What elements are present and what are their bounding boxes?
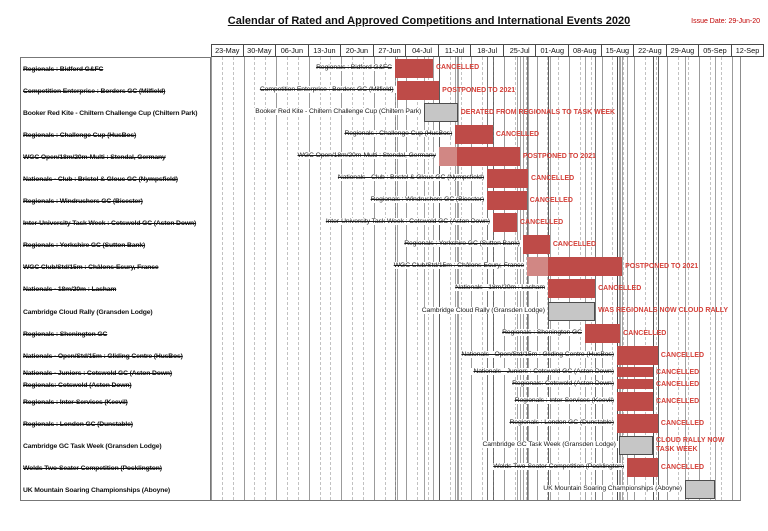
- row-label: [21, 58, 210, 80]
- gantt-bar: [617, 367, 653, 377]
- gantt-row: [211, 344, 768, 366]
- row-label-text: Cambridge GC Task Week (Gransden Lodge): [23, 443, 162, 451]
- gantt-row: [211, 190, 768, 212]
- row-label-text: Regionals : Bidford G&FC: [23, 65, 104, 73]
- gantt-row: [211, 378, 768, 390]
- gantt-row: [211, 256, 768, 278]
- event-name-text: Inter-University Task Week : Cotswold GC (Aston Down): [325, 218, 490, 226]
- event-name-in-chart: [211, 351, 616, 358]
- week-header-cell: 06-Jun: [276, 44, 309, 57]
- event-name-text: WGC Open/18m/20m-Multi : Stendal, Germany: [297, 151, 436, 159]
- row-label: [21, 102, 210, 124]
- event-name-text: Cambridge GC Task Week (Gransden Lodge): [482, 441, 616, 449]
- week-header-cell: 23-May: [211, 44, 244, 57]
- row-label: [21, 480, 210, 502]
- status-line: CANCELLED: [656, 397, 700, 405]
- status-line: CANCELLED: [495, 130, 540, 138]
- week-header-cell: 18-Jul: [471, 44, 504, 57]
- page-title: Calendar of Rated and Approved Competitions and International Events 2020: [227, 15, 631, 27]
- status-line: CANCELLED: [660, 419, 705, 427]
- event-name-in-chart: [211, 152, 438, 159]
- row-label-text: Nationals - Club : Bristol & Glouc GC (Nympsfield): [23, 176, 178, 184]
- gantt-row: [211, 435, 768, 457]
- event-name-text: Nationals - Club : Bristol & Glouc GC (Nympsfield): [337, 174, 485, 182]
- event-name-in-chart: [211, 174, 486, 181]
- status-label: [598, 306, 728, 315]
- gantt-row: [211, 390, 768, 412]
- gantt-bar: [487, 169, 528, 188]
- status-label: [661, 419, 704, 428]
- event-name-text: Regionals : Inter-Services (Keevil): [514, 396, 614, 404]
- gantt-row: [211, 101, 768, 123]
- gantt-bar: [523, 235, 550, 254]
- status-line: POSTPONED TO 2021: [625, 263, 699, 271]
- status-label: [523, 152, 596, 161]
- event-name-in-chart: [211, 463, 626, 470]
- event-name-in-chart: [211, 380, 616, 387]
- status-line: CANCELLED: [552, 241, 597, 249]
- status-label: [656, 397, 699, 406]
- row-label: [21, 146, 210, 168]
- gantt-row: [211, 167, 768, 189]
- event-name-in-chart: [211, 240, 522, 247]
- gantt-row: [211, 212, 768, 234]
- row-label-text: Regionals : Shenington GC: [23, 330, 108, 338]
- event-name-in-chart: [211, 86, 396, 93]
- event-name-in-chart: [211, 307, 547, 314]
- gantt-bar: [617, 414, 658, 433]
- gantt-bar: [617, 379, 653, 389]
- row-label-text: Regionals : Yorkshire GC (Sutton Bank): [23, 242, 146, 250]
- gantt-bar: [548, 279, 595, 298]
- status-label: [436, 63, 479, 72]
- row-label: [21, 413, 210, 435]
- gantt-bar: [424, 103, 458, 122]
- gantt-row: [211, 145, 768, 167]
- status-line: CANCELLED: [529, 197, 573, 204]
- gantt-bar-practice: [439, 147, 457, 166]
- status-line: CANCELLED: [531, 174, 575, 182]
- event-name-in-chart: [211, 419, 616, 426]
- week-header-cell: 12-Sep: [732, 44, 765, 57]
- gantt-bar: [457, 147, 520, 166]
- gantt-row: [211, 123, 768, 145]
- gantt-row: [211, 322, 768, 344]
- gantt-bar: [548, 257, 622, 276]
- row-label-text: Cambridge Cloud Rally (Gransden Lodge): [23, 308, 153, 316]
- event-name-text: Booker Red Kite - Chiltern Challenge Cup (Chiltern Park): [255, 107, 422, 115]
- gantt-row: [211, 278, 768, 300]
- gantt-bar-practice: [527, 257, 548, 276]
- status-line: CLOUD RALLY NOW: [656, 437, 725, 445]
- status-line: TASK WEEK: [656, 446, 698, 454]
- status-label: [520, 218, 563, 227]
- status-label: [442, 86, 515, 95]
- event-name-text: Wolds Two-Seater Competition (Pocklington): [493, 463, 624, 471]
- gantt-row: [211, 457, 768, 479]
- week-header-row: [211, 44, 764, 57]
- event-name-text: Regionals: Cotswold (Aston Down): [512, 379, 614, 387]
- week-header-cell: 27-Jun: [374, 44, 407, 57]
- status-line: CANCELLED: [598, 285, 642, 293]
- row-label-text: Regionals : Challenge Cup (HusBos): [23, 131, 137, 139]
- week-header-cell: 01-Aug: [536, 44, 569, 57]
- event-name-in-chart: [211, 485, 684, 492]
- row-label: [21, 345, 210, 367]
- row-label: [21, 367, 210, 379]
- event-name-text: Nationals - 18m/20m : Lasham: [455, 284, 545, 292]
- event-name-text: Regionals : Bidford G&FC: [316, 63, 392, 71]
- week-header-cell: 04-Jul: [406, 44, 439, 57]
- row-label-text: WGC Open/18m/20m-Multi : Stendal, Germany: [23, 153, 166, 161]
- row-label-text: Regionals : Windrushers GC (Bicester): [23, 198, 143, 206]
- event-name-text: Regionals : Windrushers GC (Bicester): [370, 196, 485, 204]
- event-name-text: UK Mountain Soaring Championships (Aboyne): [543, 485, 682, 493]
- row-label-text: Inter-University Task Week : Cotswold GC (Aston Down): [23, 220, 197, 228]
- row-label: [21, 391, 210, 413]
- status-label: [598, 284, 641, 293]
- event-name-text: Competition Enterprise : Borders GC (Milfield): [259, 85, 394, 93]
- gantt-bar: [617, 392, 653, 411]
- status-label: [625, 262, 698, 271]
- status-label: [623, 329, 666, 338]
- event-name-text: Nationals - Juniors : Cotswold GC (Aston Down): [473, 367, 614, 375]
- week-header-cell: 15-Aug: [602, 44, 635, 57]
- gantt-bar: [548, 302, 595, 321]
- row-label-text: Regionals : London GC (Dunstable): [23, 420, 133, 428]
- row-label: [21, 257, 210, 279]
- event-name-text: Nationals - Open/Std/15m : Gliding Centre (HusBos): [461, 350, 614, 358]
- gantt-bar: [493, 213, 517, 232]
- row-label-text: Regionals : Inter-Services (Keevil): [23, 398, 128, 406]
- status-line: CANCELLED: [435, 64, 480, 72]
- status-line: POSTPONED TO 2021: [442, 86, 516, 94]
- row-label: [21, 301, 210, 323]
- row-label: [21, 213, 210, 235]
- status-label: [661, 463, 704, 472]
- row-label-text: Booker Red Kite - Chiltern Challenge Cup (Chiltern Park): [23, 109, 198, 117]
- row-label-text: Nationals - Open/Std/15m : Gliding Centre (HusBos): [23, 352, 183, 360]
- status-line: CANCELLED: [660, 351, 705, 359]
- gantt-bar: [395, 59, 433, 78]
- event-name-text: Regionals : Shenington GC: [502, 328, 582, 336]
- gantt-row: [211, 412, 768, 434]
- event-name-text: Regionals : Yorkshire GC (Sutton Bank): [404, 240, 520, 248]
- gantt-row: [211, 366, 768, 378]
- event-name-in-chart: [211, 368, 616, 375]
- row-label-text: Wolds Two-Seater Competition (Pocklington): [23, 465, 162, 473]
- week-header-cell: 22-Aug: [634, 44, 667, 57]
- row-label-text: Competition Enterprise : Borders GC (Milfield): [23, 87, 166, 95]
- week-header-cell: 20-Jun: [341, 44, 374, 57]
- status-line: CANCELLED: [656, 380, 700, 388]
- event-name-text: Regionals : Challenge Cup (HusBos): [344, 129, 453, 137]
- gantt-bar: [455, 125, 493, 144]
- gantt-bar: [397, 81, 440, 100]
- event-name-in-chart: [211, 262, 526, 269]
- status-line: WAS REGIONALS NOW CLOUD RALLY: [598, 307, 729, 315]
- status-label: [496, 130, 539, 139]
- event-name-in-chart: [211, 108, 423, 115]
- status-label: [656, 380, 699, 389]
- event-name-text: Regionals : London GC (Dunstable): [509, 418, 614, 426]
- gantt-bar: [685, 480, 715, 499]
- week-header-cell: 08-Aug: [569, 44, 602, 57]
- event-name-in-chart: [211, 397, 616, 404]
- row-label: [21, 124, 210, 146]
- status-line: CANCELLED: [519, 219, 564, 227]
- gantt-row: [211, 57, 768, 79]
- gantt-bar: [487, 191, 527, 210]
- event-name-in-chart: [211, 218, 492, 225]
- row-label: [21, 458, 210, 480]
- row-label-column: [20, 57, 211, 501]
- event-name-text: Cambridge Cloud Rally (Gransden Lodge): [421, 306, 545, 314]
- week-header-cell: 13-Jun: [309, 44, 342, 57]
- status-label: [553, 240, 596, 249]
- gantt-row: [211, 300, 768, 322]
- row-label-text: WGC Club/Std/15m : Châlons-Ecury, France: [23, 264, 159, 272]
- row-label: [21, 279, 210, 301]
- row-label-text: UK Mountain Soaring Championships (Aboyne): [23, 487, 171, 495]
- status-line: DERATED FROM REGIONALS TO TASK WEEK: [460, 108, 616, 116]
- gantt-bar: [627, 458, 658, 477]
- week-header-cell: 25-Jul: [504, 44, 537, 57]
- event-name-in-chart: [211, 329, 584, 336]
- status-line: CANCELLED: [656, 368, 700, 376]
- week-header-cell: 29-Aug: [667, 44, 700, 57]
- gantt-bar: [585, 324, 620, 343]
- event-name-in-chart: [211, 196, 486, 203]
- event-name-in-chart: [211, 130, 454, 137]
- row-label-text: Nationals - 18m/20m : Lasham: [23, 286, 117, 294]
- row-label-text: Regionals: Cotswold (Aston Down): [23, 381, 132, 389]
- row-label: [21, 436, 210, 458]
- status-label: [530, 196, 573, 205]
- issue-date: Issue Date: 29-Jun-20: [691, 18, 760, 25]
- status-label: [661, 351, 704, 360]
- row-label: [21, 80, 210, 102]
- row-label: [21, 323, 210, 345]
- week-header-cell: 11-Jul: [439, 44, 472, 57]
- status-label: [656, 436, 724, 454]
- event-name-in-chart: [211, 441, 618, 448]
- status-line: CANCELLED: [660, 464, 705, 472]
- row-label: [21, 168, 210, 190]
- gantt-bar: [619, 436, 653, 455]
- status-line: CANCELLED: [623, 329, 667, 337]
- row-label: [21, 379, 210, 391]
- row-label-text: Nationals - Juniors : Cotswold GC (Aston Down): [23, 369, 173, 377]
- row-label: [21, 235, 210, 257]
- event-name-in-chart: [211, 284, 547, 291]
- status-line: POSTPONED TO 2021: [522, 152, 596, 160]
- week-header-cell: 05-Sep: [699, 44, 732, 57]
- event-name-text: WGC Club/Std/15m : Châlons-Ecury, France: [393, 262, 525, 270]
- gantt-row: [211, 234, 768, 256]
- row-label: [21, 191, 210, 213]
- gantt-row: [211, 479, 768, 501]
- gantt-row: [211, 79, 768, 101]
- status-label: [461, 108, 615, 117]
- week-header-cell: 30-May: [244, 44, 277, 57]
- gantt-rows: [211, 57, 768, 501]
- gantt-bar: [617, 346, 658, 365]
- status-label: [656, 368, 699, 377]
- event-name-in-chart: [211, 64, 394, 71]
- status-label: [531, 174, 574, 183]
